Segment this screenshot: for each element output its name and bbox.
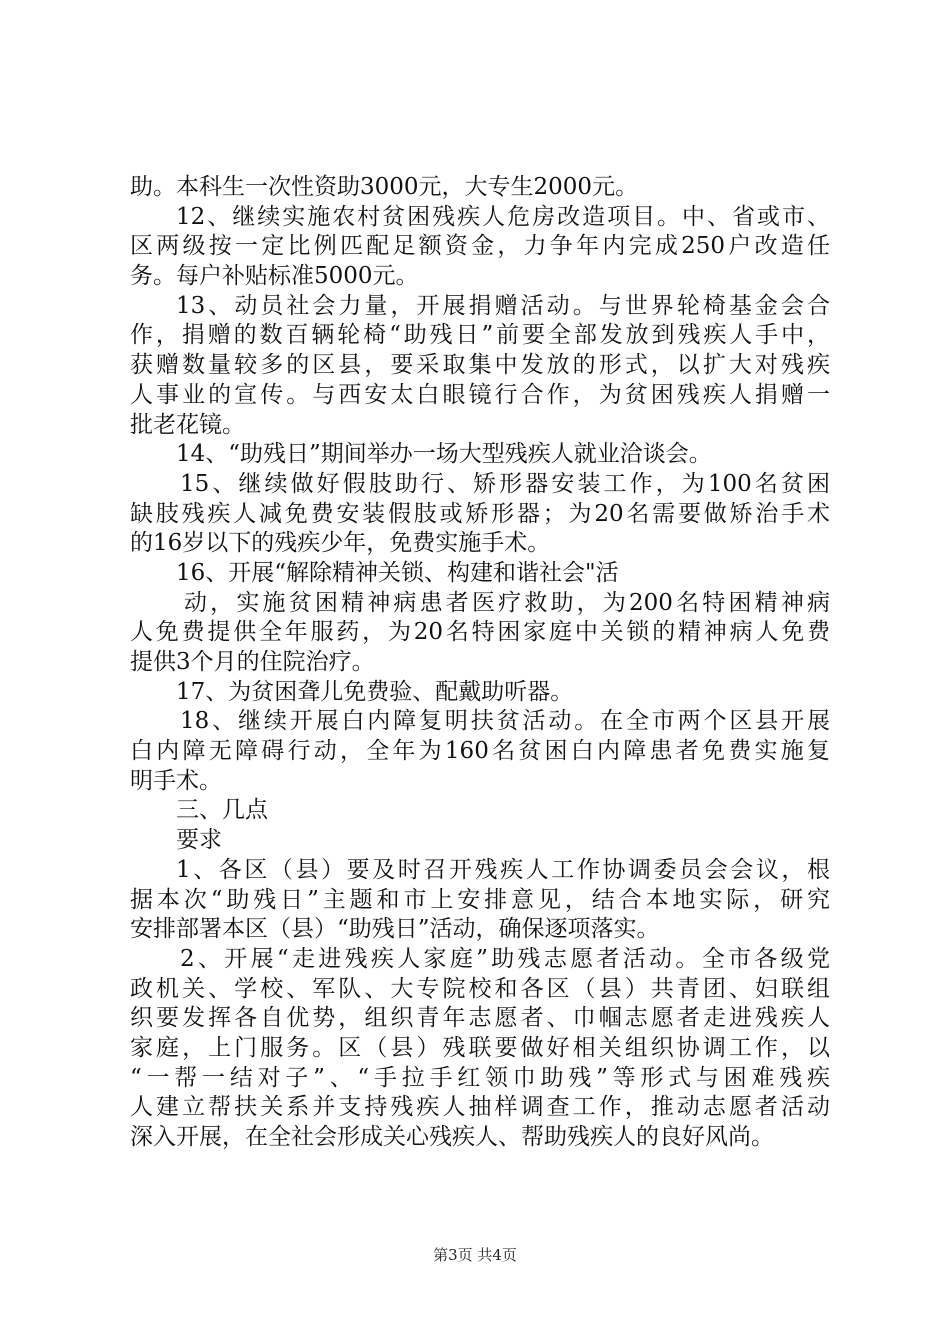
text-line: 安排部署本区（县）“助残日”活动，确保逐项落实。 [130, 916, 660, 943]
text-line: 政机关、学校、军队、大专院校和各区（县）共青团、妇联组 [130, 975, 830, 1002]
text-line: 作，捐赠的数百辆轮椅“助残日”前要全部发放到残疾人手中， [130, 322, 830, 349]
text-line: 动，实施贫困精神病患者医疗救助，为200名特困精神病 [184, 589, 830, 616]
text-line: 白内障无障碍行动，全年为160名贫困白内障患者免费实施复 [130, 738, 830, 765]
text-line: 13、动员社会力量，开展捐赠活动。与世界轮椅基金会合 [176, 292, 830, 319]
text-line: 区两级按一定比例匹配足额资金，力争年内完成250户改造任 [130, 233, 830, 260]
text-line: 获赠数量较多的区县，要采取集中发放的形式，以扩大对残疾 [130, 352, 830, 379]
text-line: 缺肢残疾人减免费安装假肢或矫形器；为20名需要做矫治手术 [130, 500, 830, 527]
text-line: 人事业的宣传。与西安太白眼镜行合作，为贫困残疾人捐赠一 [130, 381, 830, 408]
text-line: 15、继续做好假肢助行、矫形器安装工作，为100名贫困 [180, 470, 830, 497]
text-line: “一帮一结对子”、“手拉手红领巾助残”等形式与困难残疾 [130, 1064, 830, 1091]
text-line: 批老花镜。 [130, 411, 245, 438]
text-line: 织要发挥各自优势，组织青年志愿者、巾帼志愿者走进残疾人 [130, 1005, 830, 1032]
document-body [130, 173, 830, 1153]
text-line: 16、开展“解除精神关锁、构建和谐社会"活 [176, 559, 619, 586]
text-line: 17、为贫困聋儿免费验、配戴助听器。 [176, 678, 574, 705]
text-line: 18、继续开展白内障复明扶贫活动。在全市两个区县开展 [180, 708, 830, 735]
text-line: 12、继续实施农村贫困残疾人危房改造项目。中、省或市、 [176, 203, 830, 230]
text-line: 深入开展，在全社会形成关心残疾人、帮助残疾人的良好风尚。 [130, 1124, 774, 1150]
text-line: 三、几点 [176, 797, 268, 824]
text-line: 的16岁以下的残疾少年，免费实施手术。 [130, 530, 551, 557]
text-line: 提供3个月的住院治疗。 [130, 649, 375, 675]
text-line: 家庭，上门服务。区（县）残联要做好相关组织协调工作，以 [130, 1034, 830, 1061]
text-line: 14、“助残日”期间举办一场大型残疾人就业洽谈会。 [176, 441, 712, 468]
text-line: 人免费提供全年服药，为20名特困家庭中关锁的精神病人免费 [130, 619, 830, 646]
text-line: 明手术。 [130, 767, 222, 794]
page-number: 第3页 共4页 [433, 1246, 517, 1264]
text-line: 据本次“助残日”主题和市上安排意见，结合本地实际，研究 [130, 886, 830, 913]
text-line: 助。本科生一次性资助3000元，大专生2000元。 [130, 174, 639, 200]
text-line: 2、开展“走进残疾人家庭”助残志愿者活动。全市各级党 [180, 945, 830, 972]
text-line: 务。每户补贴标准5000元。 [130, 263, 419, 290]
text-line: 要求 [176, 827, 222, 854]
text-line: 1、各区（县）要及时召开残疾人工作协调委员会会议，根 [176, 856, 830, 883]
text-line: 人建立帮扶关系并支持残疾人抽样调查工作，推动志愿者活动 [130, 1094, 830, 1121]
page-footer [0, 1244, 950, 1265]
